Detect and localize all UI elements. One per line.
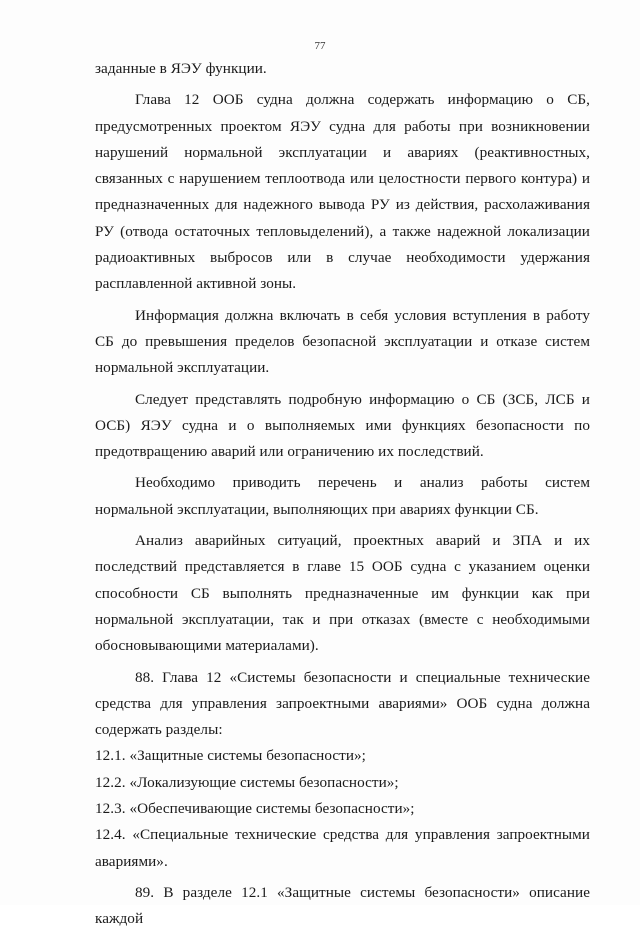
list-item: 12.1. «Защитные системы безопасности»;: [95, 747, 366, 765]
list-item: 12.3. «Обеспечивающие системы безопасности»;: [95, 800, 415, 818]
paragraph: 89. В разделе 12.1 «Защитные системы безопасности» описание каждой: [95, 883, 590, 928]
paragraph: Необходимо приводить перечень и анализ работы систем нормальной эксплуатации, выполняющих при авариях функции СБ.: [95, 474, 590, 518]
paragraph: 88. Глава 12 «Системы безопасности и специальные технические средства для управления запроектными авариями» ООБ судна должна содержать разделы:: [95, 668, 590, 739]
list-item: 12.2. «Локализующие системы безопасности»;: [95, 773, 399, 791]
document-body: [95, 56, 590, 933]
paragraph: заданные в ЯЭУ функции.: [95, 60, 267, 77]
paragraph: Глава 12 ООБ судна должна содержать информацию о СБ, предусмотренных проектом ЯЭУ судна для работы при возникновении нарушений нормальной эксплуатации и авариях (реактивностных, связанных с нарушением теплоотвода или целостности первого контура) и предназначенных для надежного вывода РУ из действия, расхолаживания РУ (отвода остаточных тепловыделений), а также надежной локализации радиоактивных выбросов или в случае необходимости удержания расплавленной активной зоны.: [95, 91, 590, 293]
paragraph: Анализ аварийных ситуаций, проектных аварий и ЗПА и их последствий представляется в главе 15 ООБ судна с указанием оценки способности СБ выполнять предназначенные им функции как при нормальной эксплуатации, так и при отказах (вместе с необходимыми обосновывающими материалами).: [95, 532, 590, 655]
paragraph: Информация должна включать в себя условия вступления в работу СБ до превышения пределов безопасной эксплуатации и отказе систем нормальной эксплуатации.: [95, 306, 590, 377]
page-number: 77: [314, 40, 326, 52]
paragraph: Следует представлять подробную информацию о СБ (ЗСБ, ЛСБ и ОСБ) ЯЭУ судна и о выполняемых ими функциях безопасности по предотвращению аварий или ограничению их последствий.: [95, 390, 590, 461]
list-item: 12.4. «Специальные технические средства для управления запроектными авариями».: [95, 826, 590, 870]
